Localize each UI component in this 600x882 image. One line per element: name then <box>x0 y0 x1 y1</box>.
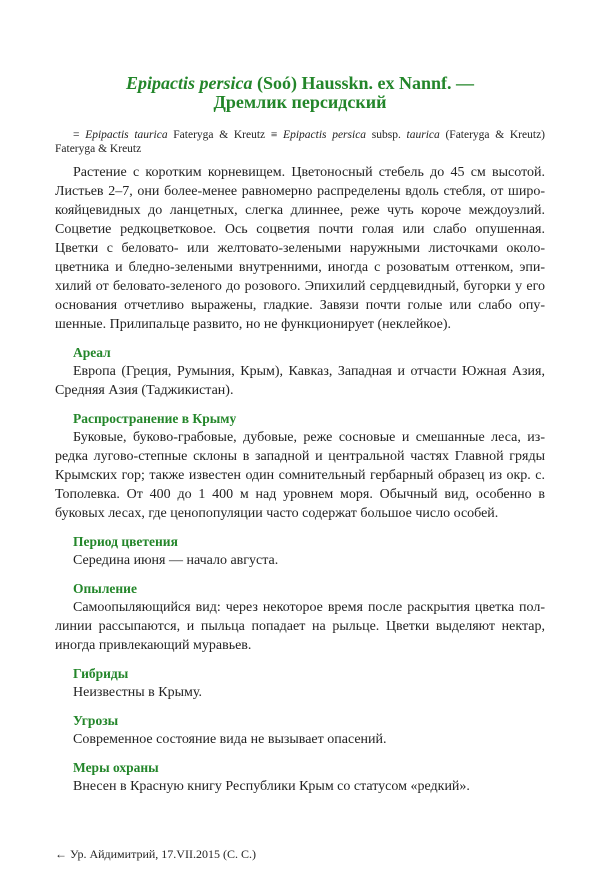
section-text-distribution: Буковые, буково-грабовые, дубовые, реже сосновые и смешанные леса, изредка лугово-степные склоны в западной и центральной частях Главной гряды Крымских гор; также известен один сомнительный гербарный образец из окр. с. Тополевка. От 400 до 1 400 м над уровнем моря. Обычный вид, особенно в буковых лесах, где ценопопуляции часто содержат большое число особей. <box>55 430 545 521</box>
photo-caption: ← Ур. Айдимитрий, 17.VII.2015 (С. С.) <box>55 847 256 861</box>
syn-author-2: (Fateryga & Kreutz) Fateryga & Kreutz <box>55 129 545 155</box>
title-russian-name: Дремлик персидский <box>213 92 387 112</box>
syn-name-3: taurica <box>406 129 440 141</box>
section-text-threats: Современное состояние вида не вызывает опасений. <box>73 732 387 747</box>
synonyms <box>55 128 545 156</box>
syn-name-1: Epipactis taurica <box>85 129 168 141</box>
section-heading-flowering: Период цветения <box>73 534 178 549</box>
section-text-hybrids: Неизвестны в Крыму. <box>73 685 202 700</box>
section-text-protection: Внесен в Красную книгу Республики Крым со статусом «редкий». <box>73 779 470 794</box>
title-author: (Soó) Hausskn. ex Nannf. — <box>252 73 475 93</box>
syn-name-2: Epipactis persica <box>283 129 367 141</box>
description-paragraph: Растение с коротким корневищем. Цветоносный стебель до 45 см высотой. Листьев 2–7, они более-менее равномерно распределены вдоль стебля, от широкояйцевидных до ланцетных, слегка длиннее, реже чуть короче междоузлий. Соцветие редкоцветковое. Ось соцветия почти голая или слабо опушенная. Цветки с беловато- или желтовато-зелеными наружными листочками околоцветника и бледно-зелеными внутренними, иногда с розоватым оттенком, эпихилий от беловато-зеленого до розового. Эпихилий сердцевидный, бугорки у его основания отчетливо выражены, гладкие. Завязи почти голые или слабо опушенные. Прилипальце развито, но не функционирует (неклейкое). <box>55 165 545 332</box>
section-text-pollination: Самоопыляющийся вид: через некоторое время после раскрытия цветка поллинии рассыпаются, и пыльца попадает на рыльце. Цветки выделяют нектар, иногда привлекающий муравьев. <box>55 600 545 653</box>
section-heading-pollination: Опыление <box>73 581 137 596</box>
title-latin-name: Epipactis persica <box>125 73 253 93</box>
page-title <box>55 74 545 112</box>
syn-author-1: Fateryga & Kreutz ≡ <box>167 129 284 141</box>
syn-eq: = <box>73 129 86 141</box>
section-heading-threats: Угрозы <box>73 713 119 728</box>
syn-subsp: subsp. <box>366 129 407 141</box>
section-heading-distribution: Распространение в Крыму <box>73 411 237 426</box>
section-heading-hybrids: Гибриды <box>73 666 129 681</box>
section-heading-range: Ареал <box>73 345 111 360</box>
section-heading-protection: Меры охраны <box>73 760 159 775</box>
section-text-flowering: Середина июня — начало августа. <box>73 553 279 568</box>
page-content <box>55 0 545 882</box>
section-text-range: Европа (Греция, Румыния, Крым), Кавказ, Западная и отчасти Южная Азия, Средняя Азия (Таджикистан). <box>55 364 545 398</box>
